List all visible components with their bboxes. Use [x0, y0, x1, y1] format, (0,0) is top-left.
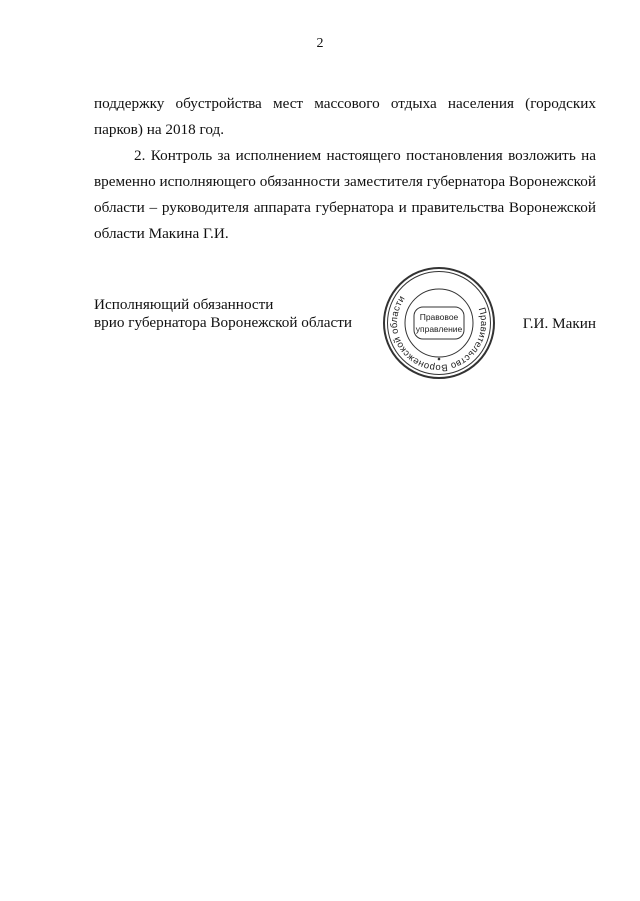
- signature-position-line-2: врио губернатора Воронежской области: [94, 314, 353, 331]
- stamp-center-text: [414, 305, 464, 341]
- page-number: 2: [316, 36, 324, 51]
- signature-position-line-1: Исполняющий обязанности: [94, 296, 274, 313]
- document-body: [94, 91, 596, 247]
- signature-position: [94, 296, 352, 332]
- official-stamp: [381, 265, 497, 381]
- paragraph-1: поддержку обустройства мест массового отдыха населения (городских парков) на 2018 год.: [94, 95, 596, 138]
- stamp-center-line-1: Правовое: [419, 312, 459, 322]
- paragraph-2: 2. Контроль за исполнением настоящего постановления возложить на временно исполняющего обязанности заместителя губернатора Воронежской области – руководителя аппарата губернатора и правительства Воронежской области Макина Г.И.: [94, 147, 596, 242]
- stamp-center-line-2: управление: [415, 324, 463, 334]
- signer-name: Г.И. Макин: [522, 315, 596, 332]
- stamp-ring-text: Правительство Воронежской области: [388, 293, 490, 374]
